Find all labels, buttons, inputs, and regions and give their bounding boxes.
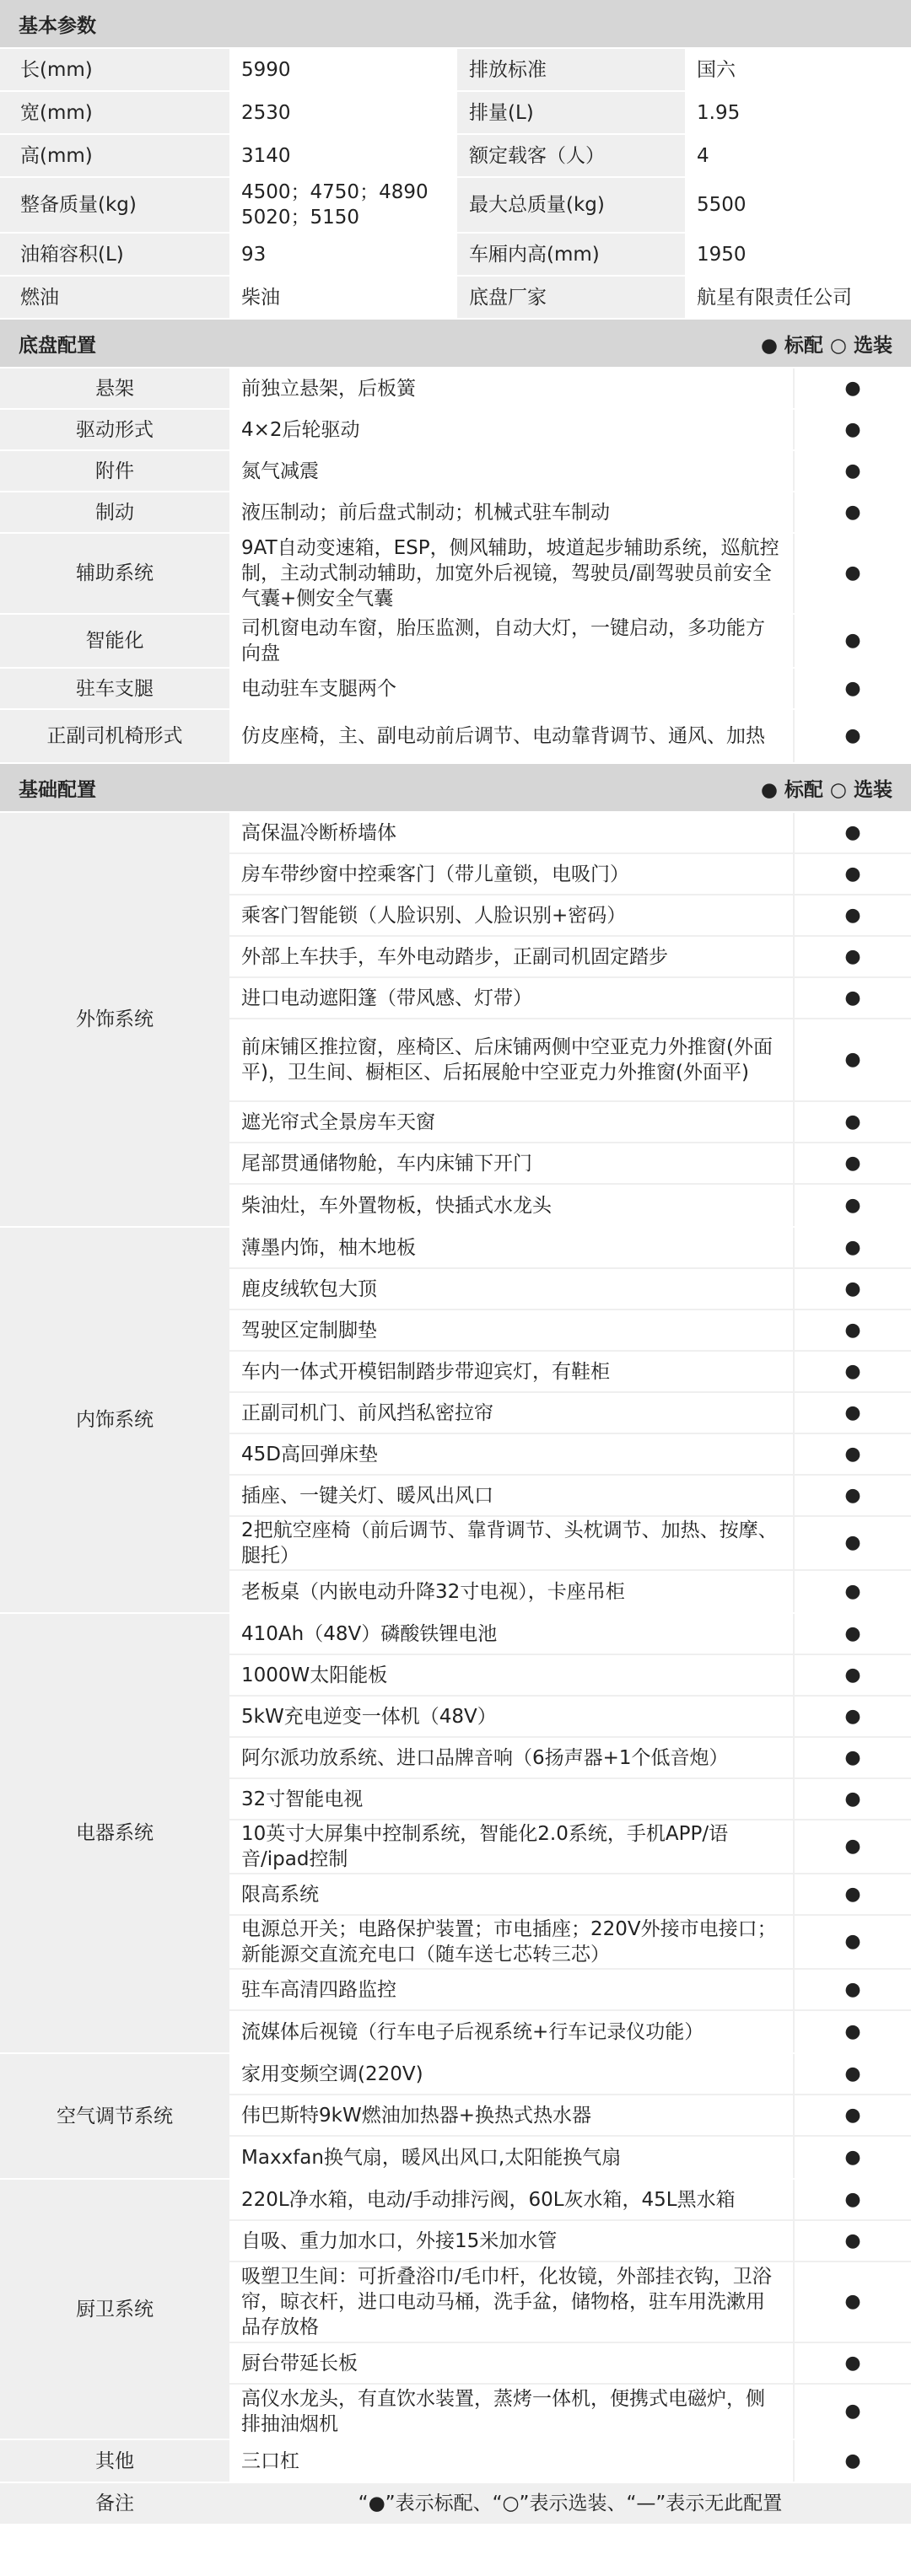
chassis-row bbox=[0, 410, 911, 451]
chassis-row bbox=[0, 710, 911, 764]
config-group-items bbox=[229, 2054, 911, 2178]
config-item-row bbox=[229, 1517, 911, 1571]
standard-mark: ● bbox=[795, 2221, 911, 2261]
config-item-row bbox=[229, 978, 911, 1019]
standard-mark: ● bbox=[795, 937, 911, 976]
standard-mark: ● bbox=[795, 2095, 911, 2135]
config-group-items bbox=[229, 813, 911, 1226]
config-item-desc: 驾驶区定制脚垫 bbox=[229, 1310, 795, 1350]
basic-param-row bbox=[0, 49, 911, 92]
config-group bbox=[0, 2440, 911, 2483]
config-item-row bbox=[229, 1269, 911, 1310]
config-item-desc: 前床铺区推拉窗，座椅区、后床铺两侧中空亚克力外推窗(外面平)，卫生间、橱柜区、后拓展舱中空亚克力外推窗(外面平) bbox=[229, 1019, 795, 1100]
param-label: 油箱容积(L) bbox=[0, 234, 229, 275]
config-item-row bbox=[229, 1614, 911, 1655]
standard-mark: ● bbox=[795, 1970, 911, 2009]
config-group bbox=[0, 1228, 911, 1614]
config-item-row bbox=[229, 2011, 911, 2052]
standard-mark: ● bbox=[795, 1571, 911, 1612]
standard-mark: ● bbox=[795, 1820, 911, 1873]
param-label: 车厢内高(mm) bbox=[457, 234, 685, 275]
chassis-item-name: 智能化 bbox=[0, 615, 229, 667]
standard-mark: ● bbox=[795, 1655, 911, 1695]
config-item-desc: 220L净水箱，电动/手动排污阀，60L灰水箱，45L黑水箱 bbox=[229, 2180, 795, 2219]
standard-mark: ● bbox=[795, 1310, 911, 1350]
basic-param-row bbox=[0, 92, 911, 135]
config-item-row bbox=[229, 1738, 911, 1779]
chassis-row bbox=[0, 492, 911, 534]
config-group bbox=[0, 1614, 911, 2054]
param-value: 4 bbox=[685, 135, 911, 176]
config-item-desc: 薄墨内饰，柚木地板 bbox=[229, 1228, 795, 1267]
config-item-desc: 阿尔派功放系统、进口品牌音响（6扬声器+1个低音炮） bbox=[229, 1738, 795, 1777]
chassis-row bbox=[0, 451, 911, 492]
standard-mark: ● bbox=[795, 534, 911, 613]
standard-mark: ● bbox=[795, 1614, 911, 1654]
standard-mark: ● bbox=[795, 710, 911, 762]
chassis-item-name: 辅助系统 bbox=[0, 534, 229, 613]
config-item-desc: 三口杠 bbox=[229, 2440, 795, 2482]
param-value: 93 bbox=[229, 234, 457, 275]
config-item-row bbox=[229, 1655, 911, 1697]
config-item-row bbox=[229, 1874, 911, 1916]
config-group-items bbox=[229, 2180, 911, 2439]
basic-param-row bbox=[0, 234, 911, 277]
chassis-config-header bbox=[0, 320, 911, 368]
config-item-row bbox=[229, 2262, 911, 2343]
chassis-item-desc: 9AT自动变速箱，ESP，侧风辅助，坡道起步辅助系统，巡航控制，主动式制动辅助，加宽外后视镜，驾驶员/副驾驶员前安全气囊+侧安全气囊 bbox=[229, 534, 795, 613]
config-item-row bbox=[229, 1019, 911, 1102]
param-label: 长(mm) bbox=[0, 49, 229, 90]
chassis-row bbox=[0, 534, 911, 615]
standard-mark: ● bbox=[795, 2180, 911, 2219]
config-item-desc: 32寸智能电视 bbox=[229, 1779, 795, 1819]
standard-mark: ● bbox=[795, 1874, 911, 1914]
param-label: 排量(L) bbox=[457, 92, 685, 133]
chassis-config-table bbox=[0, 368, 911, 764]
basic-params-title: 基本参数 bbox=[19, 14, 96, 37]
standard-mark: ● bbox=[795, 368, 911, 408]
standard-mark: ● bbox=[795, 978, 911, 1018]
note-row bbox=[0, 2483, 911, 2524]
standard-mark: ● bbox=[795, 451, 911, 491]
config-item-row bbox=[229, 2180, 911, 2221]
config-item-row bbox=[229, 1102, 911, 1143]
config-item-desc: 2把航空座椅（前后调节、靠背调节、头枕调节、加热、按摩、腿托） bbox=[229, 1517, 795, 1569]
standard-mark: ● bbox=[795, 813, 911, 852]
chassis-item-name: 制动 bbox=[0, 492, 229, 532]
standard-mark: ● bbox=[795, 1476, 911, 1515]
standard-mark: ● bbox=[795, 2011, 911, 2052]
chassis-item-desc: 4×2后轮驱动 bbox=[229, 410, 795, 449]
config-item-row bbox=[229, 1434, 911, 1476]
param-label: 宽(mm) bbox=[0, 92, 229, 133]
config-item-desc: 进口电动遮阳篷（带风感、灯带） bbox=[229, 978, 795, 1018]
standard-mark: ● bbox=[795, 492, 911, 532]
param-value: 航星有限责任公司 bbox=[685, 277, 911, 318]
chassis-row bbox=[0, 669, 911, 710]
config-item-desc: 房车带纱窗中控乘客门（带儿童锁，电吸门） bbox=[229, 854, 795, 894]
config-item-desc: 厨台带延长板 bbox=[229, 2343, 795, 2383]
param-value: 3140 bbox=[229, 135, 457, 176]
param-value: 1.95 bbox=[685, 92, 911, 133]
standard-mark: ● bbox=[795, 1434, 911, 1474]
standard-mark: ● bbox=[795, 1102, 911, 1142]
config-item-desc: 尾部贯通储物舱，车内床铺下开门 bbox=[229, 1143, 795, 1183]
config-item-desc: 限高系统 bbox=[229, 1874, 795, 1914]
config-item-desc: 高保温冷断桥墙体 bbox=[229, 813, 795, 852]
config-item-row bbox=[229, 2343, 911, 2385]
config-item-row bbox=[229, 895, 911, 937]
config-item-desc: 家用变频空调(220V) bbox=[229, 2054, 795, 2094]
config-item-desc: 5kW充电逆变一体机（48V） bbox=[229, 1697, 795, 1736]
chassis-row bbox=[0, 368, 911, 410]
config-item-desc: 插座、一键关灯、暖风出风口 bbox=[229, 1476, 795, 1515]
config-item-row bbox=[229, 1970, 911, 2011]
chassis-item-name: 附件 bbox=[0, 451, 229, 491]
param-value: 5500 bbox=[685, 178, 911, 232]
base-config-header bbox=[0, 764, 911, 813]
standard-mark: ● bbox=[795, 2440, 911, 2482]
basic-param-row bbox=[0, 178, 911, 234]
config-item-row bbox=[229, 1143, 911, 1185]
param-value: 1950 bbox=[685, 234, 911, 275]
config-item-desc: 电源总开关；电路保护装置；市电插座；220V外接市电接口；新能源交直流充电口（随车送七芯转三芯） bbox=[229, 1916, 795, 1968]
config-item-desc: 柴油灶，车外置物板，快插式水龙头 bbox=[229, 1185, 795, 1226]
chassis-item-desc: 氮气减震 bbox=[229, 451, 795, 491]
config-group-name: 厨卫系统 bbox=[0, 2180, 229, 2439]
standard-mark: ● bbox=[795, 2343, 911, 2383]
config-group-items bbox=[229, 2440, 911, 2482]
param-value: 国六 bbox=[685, 49, 911, 90]
chassis-item-desc: 液压制动；前后盘式制动；机械式驻车制动 bbox=[229, 492, 795, 532]
config-item-row bbox=[229, 854, 911, 895]
config-item-desc: 老板桌（内嵌电动升降32寸电视），卡座吊柜 bbox=[229, 1571, 795, 1612]
config-item-row bbox=[229, 2221, 911, 2262]
standard-mark: ● bbox=[795, 2137, 911, 2178]
config-group-items bbox=[229, 1614, 911, 2052]
param-label: 高(mm) bbox=[0, 135, 229, 176]
note-label: 备注 bbox=[0, 2483, 229, 2524]
param-label: 整备质量(kg) bbox=[0, 178, 229, 232]
config-item-row bbox=[229, 2137, 911, 2178]
config-item-desc: 自吸、重力加水口，外接15米加水管 bbox=[229, 2221, 795, 2261]
standard-mark: ● bbox=[795, 410, 911, 449]
basic-param-row bbox=[0, 135, 911, 178]
config-item-desc: 鹿皮绒软包大顶 bbox=[229, 1269, 795, 1309]
config-item-row bbox=[229, 2054, 911, 2095]
config-item-row bbox=[229, 1697, 911, 1738]
config-item-row bbox=[229, 813, 911, 854]
config-item-desc: 乘客门智能锁（人脸识别、人脸识别+密码） bbox=[229, 895, 795, 935]
config-item-row bbox=[229, 1310, 911, 1352]
standard-mark: ● bbox=[795, 895, 911, 935]
config-item-row bbox=[229, 1185, 911, 1226]
config-item-row bbox=[229, 1820, 911, 1874]
chassis-item-name: 驱动形式 bbox=[0, 410, 229, 449]
config-item-desc: 10英寸大屏集中控制系统，智能化2.0系统，手机APP/语音/ipad控制 bbox=[229, 1820, 795, 1873]
standard-mark: ● bbox=[795, 1269, 911, 1309]
param-label: 燃油 bbox=[0, 277, 229, 318]
config-item-desc: 1000W太阳能板 bbox=[229, 1655, 795, 1695]
param-label: 最大总质量(kg) bbox=[457, 178, 685, 232]
standard-mark: ● bbox=[795, 615, 911, 667]
chassis-item-desc: 前独立悬架，后板簧 bbox=[229, 368, 795, 408]
config-item-row bbox=[229, 1916, 911, 1970]
chassis-config-title: 底盘配置 bbox=[19, 334, 96, 357]
config-item-desc: 车内一体式开模铝制踏步带迎宾灯，有鞋柜 bbox=[229, 1352, 795, 1391]
config-group-name: 电器系统 bbox=[0, 1614, 229, 2052]
chassis-item-desc: 电动驻车支腿两个 bbox=[229, 669, 795, 708]
config-item-desc: 外部上车扶手，车外电动踏步，正副司机固定踏步 bbox=[229, 937, 795, 976]
config-item-row bbox=[229, 937, 911, 978]
config-group bbox=[0, 2054, 911, 2180]
chassis-item-name: 正副司机椅形式 bbox=[0, 710, 229, 762]
chassis-legend: ● 标配 ○ 选装 bbox=[760, 334, 892, 357]
config-item-desc: 流媒体后视镜（行车电子后视系统+行车记录仪功能） bbox=[229, 2011, 795, 2052]
standard-mark: ● bbox=[795, 854, 911, 894]
basic-param-row bbox=[0, 277, 911, 320]
param-label: 底盘厂家 bbox=[457, 277, 685, 318]
config-item-desc: 伟巴斯特9kW燃油加热器+换热式热水器 bbox=[229, 2095, 795, 2135]
chassis-item-name: 驻车支腿 bbox=[0, 669, 229, 708]
config-group-items bbox=[229, 1228, 911, 1612]
standard-mark: ● bbox=[795, 1143, 911, 1183]
standard-mark: ● bbox=[795, 1393, 911, 1433]
config-item-row bbox=[229, 1393, 911, 1434]
chassis-item-desc: 仿皮座椅，主、副电动前后调节、电动靠背调节、通风、加热 bbox=[229, 710, 795, 762]
param-label: 排放标准 bbox=[457, 49, 685, 90]
config-item-desc: 45D高回弹床垫 bbox=[229, 1434, 795, 1474]
config-group-name: 空气调节系统 bbox=[0, 2054, 229, 2178]
config-item-row bbox=[229, 2440, 911, 2482]
config-group bbox=[0, 813, 911, 1228]
config-item-row bbox=[229, 1476, 911, 1517]
chassis-row bbox=[0, 615, 911, 669]
basic-params-header bbox=[0, 0, 911, 49]
param-label: 额定载客（人） bbox=[457, 135, 685, 176]
param-value: 2530 bbox=[229, 92, 457, 133]
config-group bbox=[0, 2180, 911, 2440]
config-item-desc: 吸塑卫生间：可折叠浴巾/毛巾杆，化妆镜，外部挂衣钩，卫浴帘，晾衣杆，进口电动马桶，洗手盆，储物格，驻车用洗漱用品存放格 bbox=[229, 2262, 795, 2342]
standard-mark: ● bbox=[795, 1738, 911, 1777]
config-item-row bbox=[229, 2095, 911, 2137]
config-group-name: 内饰系统 bbox=[0, 1228, 229, 1612]
config-item-desc: 驻车高清四路监控 bbox=[229, 1970, 795, 2009]
config-item-row bbox=[229, 1571, 911, 1612]
config-item-desc: 遮光帘式全景房车天窗 bbox=[229, 1102, 795, 1142]
standard-mark: ● bbox=[795, 2262, 911, 2342]
note-text: “●”表示标配、“○”表示选装、“—”表示无此配置 bbox=[229, 2483, 911, 2524]
standard-mark: ● bbox=[795, 1228, 911, 1267]
config-item-row bbox=[229, 1352, 911, 1393]
config-item-desc: 正副司机门、前风挡私密拉帘 bbox=[229, 1393, 795, 1433]
config-item-row bbox=[229, 1779, 911, 1820]
base-legend: ● 标配 ○ 选装 bbox=[760, 778, 892, 801]
param-value: 柴油 bbox=[229, 277, 457, 318]
base-config-table bbox=[0, 813, 911, 2483]
base-config-title: 基础配置 bbox=[19, 778, 96, 801]
param-value: 4500；4750；4890 5020；5150 bbox=[229, 178, 457, 232]
param-value: 5990 bbox=[229, 49, 457, 90]
standard-mark: ● bbox=[795, 1517, 911, 1569]
standard-mark: ● bbox=[795, 669, 911, 708]
standard-mark: ● bbox=[795, 1779, 911, 1819]
standard-mark: ● bbox=[795, 2054, 911, 2094]
basic-params-table bbox=[0, 49, 911, 320]
config-item-row bbox=[229, 1228, 911, 1269]
config-item-desc: 410Ah（48V）磷酸铁锂电池 bbox=[229, 1614, 795, 1654]
chassis-item-name: 悬架 bbox=[0, 368, 229, 408]
config-group-name: 外饰系统 bbox=[0, 813, 229, 1226]
config-group-name: 其他 bbox=[0, 2440, 229, 2482]
standard-mark: ● bbox=[795, 1019, 911, 1100]
standard-mark: ● bbox=[795, 1352, 911, 1391]
chassis-item-desc: 司机窗电动车窗，胎压监测，自动大灯，一键启动，多功能方向盘 bbox=[229, 615, 795, 667]
standard-mark: ● bbox=[795, 1697, 911, 1736]
config-item-desc: 高仪水龙头，有直饮水装置，蒸烤一体机，便携式电磁炉，侧排抽油烟机 bbox=[229, 2385, 795, 2439]
standard-mark: ● bbox=[795, 2385, 911, 2439]
standard-mark: ● bbox=[795, 1185, 911, 1226]
standard-mark: ● bbox=[795, 1916, 911, 1968]
config-item-desc: Maxxfan换气扇，暖风出风口,太阳能换气扇 bbox=[229, 2137, 795, 2178]
config-item-row bbox=[229, 2385, 911, 2439]
